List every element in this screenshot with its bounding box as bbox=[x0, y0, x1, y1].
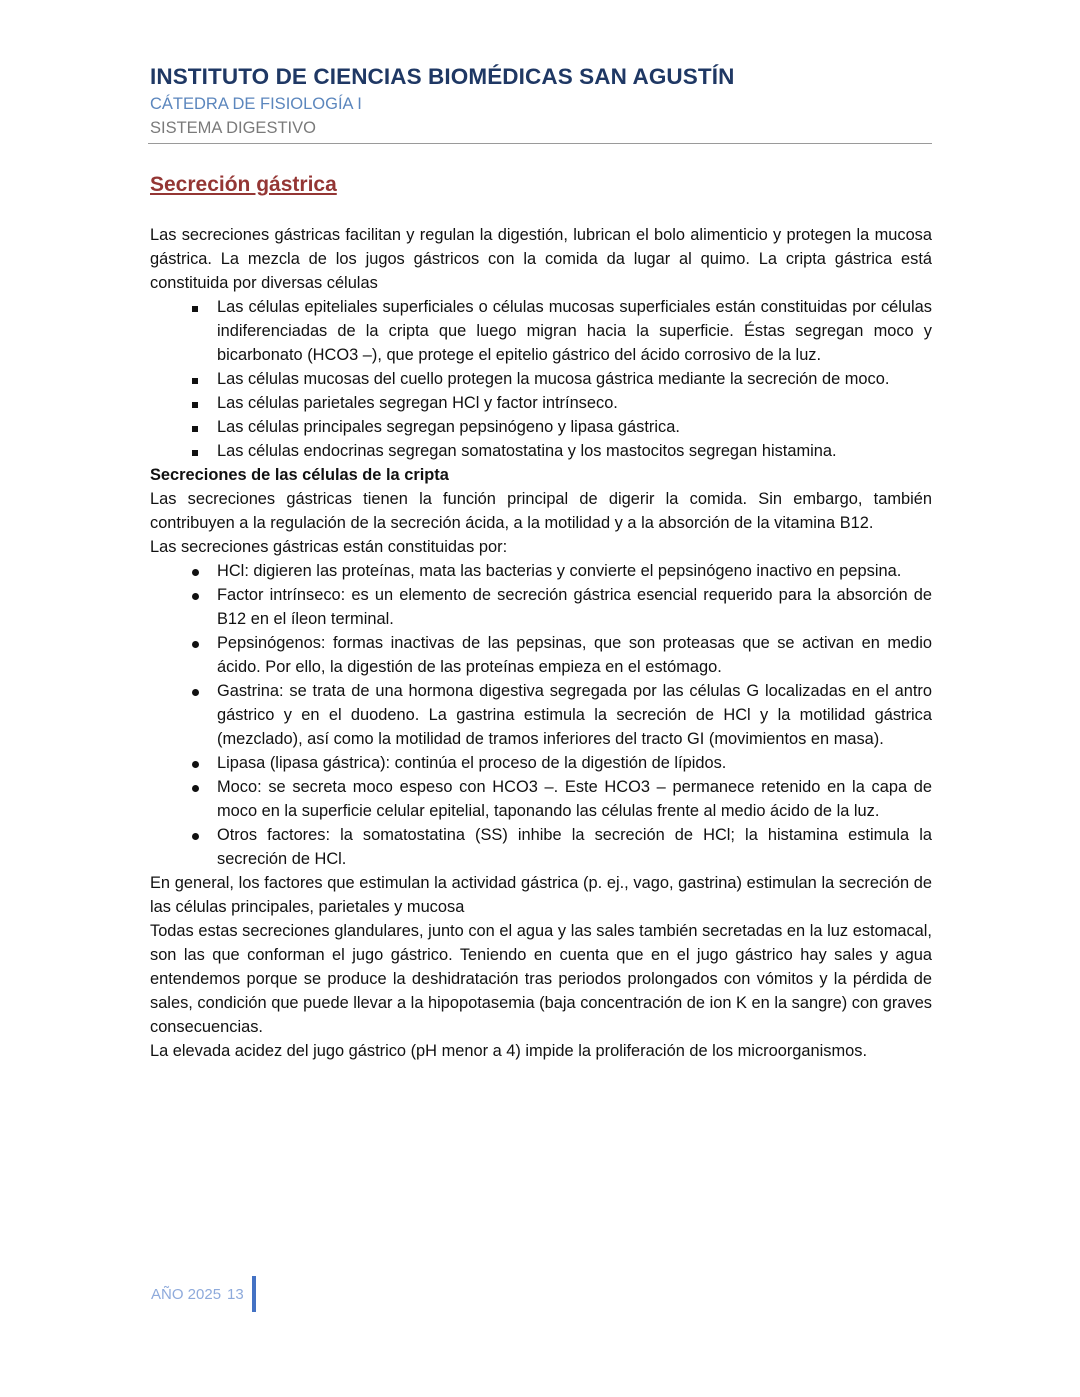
square-bullet-icon bbox=[185, 439, 205, 463]
gastric-juice-paragraph: Todas estas secreciones glandulares, junto con el agua y las sales también secretadas en la luz estomacal, son las que conforman el jugo gástrico. Teniendo en cuenta que en el jugo gástrico hay sales y agua entendemos porque se produce la deshidratación tras periodos prolongados con vómitos y la pérdida de sales, condición que puede llevar a la hipopotasemia (baja concentración de ion K en la sangre) con graves consecuencias. bbox=[150, 922, 932, 1036]
list-item: Moco: se secreta moco espeso con HCO3 –. Este HCO3 – permanece retenido en la capa de moco en la superficie celular epitelial, taponando las células frente al medio ácido de la luz. bbox=[150, 775, 932, 823]
round-bullet-icon bbox=[185, 559, 205, 583]
list-item: Otros factores: la somatostatina (SS) inhibe la secreción de HCl; la histamina estimula la secreción de HCl. bbox=[150, 823, 932, 871]
round-bullet-icon bbox=[185, 583, 205, 607]
round-bullet-icon bbox=[185, 751, 205, 775]
institute-name: INSTITUTO DE CIENCIAS BIOMÉDICAS SAN AGUSTÍN bbox=[150, 64, 735, 89]
list-item: Las células parietales segregan HCl y factor intrínseco. bbox=[150, 391, 932, 415]
secretions-lead: Las secreciones gástricas están constituidas por: bbox=[150, 538, 508, 556]
secretions-intro-paragraph: Las secreciones gástricas tienen la función principal de digerir la comida. Sin embargo, también contribuyen a la regulación de la secreción ácida, a la motilidad y a la absorción de la vitamina B12. bbox=[150, 490, 932, 532]
catedra-label: CÁTEDRA DE FISIOLOGÍA I bbox=[150, 95, 362, 113]
section-title: Secreción gástrica bbox=[150, 173, 337, 196]
list-item: Factor intrínseco: es un elemento de secreción gástrica esencial requerido para la absorción de B12 en el íleon terminal. bbox=[150, 583, 932, 631]
round-bullet-icon bbox=[185, 631, 205, 655]
list-item: Lipasa (lipasa gástrica): continúa el proceso de la digestión de lípidos. bbox=[150, 751, 932, 775]
round-bullet-icon bbox=[185, 679, 205, 703]
subheading: Secreciones de las células de la cripta bbox=[150, 466, 449, 484]
secretion-list bbox=[150, 559, 932, 871]
general-paragraph: En general, los factores que estimulan la actividad gástrica (p. ej., vago, gastrina) estimulan la secreción de las células principales, parietales y mucosa bbox=[150, 874, 932, 916]
cell-type-list bbox=[150, 295, 932, 463]
list-item: Gastrina: se trata de una hormona digestiva segregada por las células G localizadas en el antro gástrico y en el duodeno. La gastrina estimula la secreción de HCl y la motilidad gástrica (mezclado), así como la motilidad de tramos inferiores del tracto GI (movimientos en masa). bbox=[150, 679, 932, 751]
round-bullet-icon bbox=[185, 823, 205, 847]
page-number: 13 bbox=[227, 1285, 244, 1303]
square-bullet-icon bbox=[185, 391, 205, 415]
body-content bbox=[150, 223, 932, 1063]
round-bullet-icon bbox=[185, 775, 205, 799]
list-item: HCl: digieren las proteínas, mata las bacterias y convierte el pepsinógeno inactivo en pepsina. bbox=[150, 559, 932, 583]
square-bullet-icon bbox=[185, 415, 205, 439]
intro-paragraph: Las secreciones gástricas facilitan y regulan la digestión, lubrican el bolo alimenticio y protegen la mucosa gástrica. La mezcla de los jugos gástricos con la comida da lugar al quimo. La cripta gástrica está constituida por diversas células bbox=[150, 226, 932, 292]
square-bullet-icon bbox=[185, 367, 205, 391]
document-page bbox=[150, 62, 932, 1063]
list-item: Las células endocrinas segregan somatostatina y los mastocitos segregan histamina. bbox=[150, 439, 932, 463]
footer-accent-bar bbox=[252, 1276, 256, 1312]
list-item: Las células principales segregan pepsinógeno y lipasa gástrica. bbox=[150, 415, 932, 439]
acidity-paragraph: La elevada acidez del jugo gástrico (pH menor a 4) impide la proliferación de los microorganismos. bbox=[150, 1042, 867, 1060]
page-footer bbox=[151, 1276, 256, 1312]
header-divider bbox=[148, 143, 932, 144]
square-bullet-icon bbox=[185, 295, 205, 319]
list-item: Las células epiteliales superficiales o células mucosas superficiales están constituidas por células indiferenciadas de la cripta que luego migran hacia la superficie. Éstas segregan moco y bicarbonato (HCO3 –), que protege el epitelio gástrico del ácido corrosivo de la luz. bbox=[150, 295, 932, 367]
list-item: Pepsinógenos: formas inactivas de las pepsinas, que son proteasas que se activan en medio ácido. Por ello, la digestión de las proteínas empieza en el estómago. bbox=[150, 631, 932, 679]
sistema-label: SISTEMA DIGESTIVO bbox=[150, 119, 316, 137]
list-item: Las células mucosas del cuello protegen la mucosa gástrica mediante la secreción de moco. bbox=[150, 367, 932, 391]
footer-year: AÑO 2025 bbox=[151, 1285, 222, 1303]
